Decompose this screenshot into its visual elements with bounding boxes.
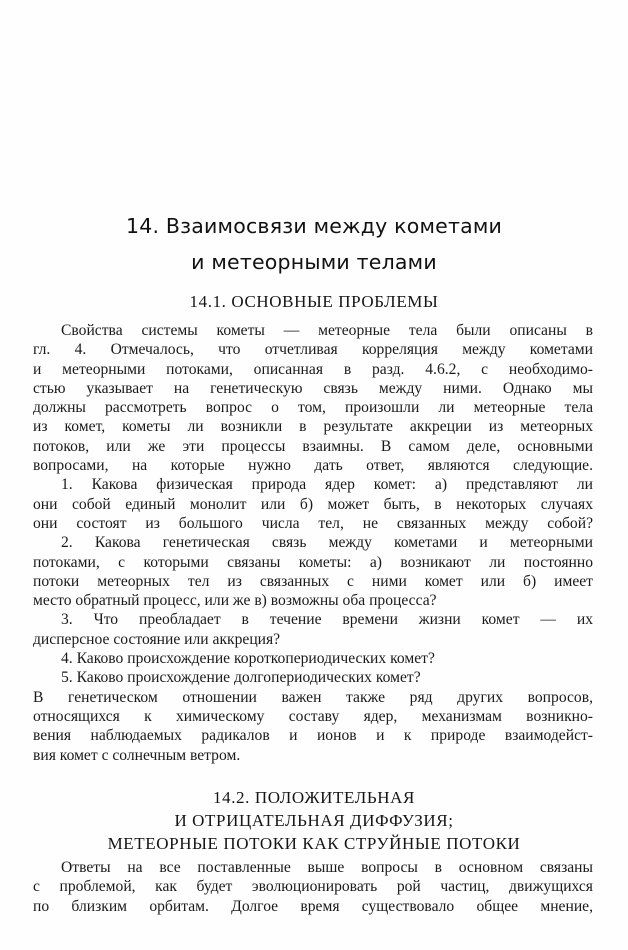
section-2-heading-line-3: МЕТЕОРНЫЕ ПОТОКИ КАК СТРУЙНЫЕ ПОТОКИ <box>107 834 521 853</box>
text-line: и метеорными потоками, описанная в разд. 4.6.2, с необходимо- <box>33 360 593 378</box>
text-line: В генетическом отношении важен также ряд других вопросов, <box>33 688 593 706</box>
section-2-heading-line-1: 14.2. ПОЛОЖИТЕЛЬНАЯ <box>213 788 415 807</box>
text-line: они собой единый монолит или б) может быть, в некоторых случаях <box>33 495 593 513</box>
text-line: 5. Каково происхождение долгопериодических комет? <box>61 669 421 687</box>
text-line: вия комет с солнечным ветром. <box>33 746 241 764</box>
section-2-body <box>33 858 593 916</box>
section-1-heading: 14.1. ОСНОВНЫЕ ПРОБЛЕМЫ <box>189 292 439 311</box>
text-line: Ответы на все поставленные выше вопросы в основном связаны <box>61 859 593 876</box>
text-line: дисперсное состояние или аккреция? <box>33 630 281 648</box>
text-line: 3. Что преобладает в течение времени жизни комет — их <box>61 611 593 629</box>
text-line: должны рассмотреть вопрос о том, произошли ли метеорные тела <box>33 399 593 417</box>
text-line: стью указывает на генетическую связь между ними. Однако мы <box>33 379 593 397</box>
text-line: Свойства системы кометы — метеорные тела были описаны в <box>61 322 593 339</box>
text-line: потоки метеорных тел из связанных с ними комет или б) имеет <box>33 572 593 590</box>
text-line: гл. 4. Отмечалось, что отчетливая корреляция между кометами <box>33 341 593 359</box>
text-line: 1. Какова физическая природа ядер комет: а) представляют ли <box>61 476 593 494</box>
text-line: они состоят из большого числа тел, не связанных между собой? <box>33 514 593 532</box>
text-line: относящихся к химическому составу ядер, механизмам возникно- <box>33 707 593 725</box>
text-line: с проблемой, как будет эволюционировать рой частиц, движущихся <box>33 878 593 896</box>
text-line: потоков, или же эти процессы взаимны. В самом деле, основными <box>33 437 593 455</box>
section-2-heading <box>0 786 628 855</box>
chapter-title-line-2: и метеорными телами <box>191 250 437 274</box>
text-line: вения наблюдаемых радикалов и ионов и к природе взаимодейст- <box>33 727 593 745</box>
text-line: 4. Каково происхождение короткопериодических комет? <box>61 650 435 668</box>
text-line: из комет, кометы ли возникли в результате аккреции из метеорных <box>33 418 593 436</box>
text-line: 2. Какова генетическая связь между кометами и метеорными <box>61 534 593 552</box>
text-line: по близким орбитам. Долгое время существовало общее мнение, <box>33 897 593 915</box>
section-1-body <box>33 321 593 765</box>
chapter-title <box>0 208 628 280</box>
text-line: место обратный процесс, или же в) возможны оба процесса? <box>33 592 437 610</box>
text-line: вопросами, на которые нужно дать ответ, являются следующие. <box>33 457 593 475</box>
section-2-heading-line-2: И ОТРИЦАТЕЛЬНАЯ ДИФФУЗИЯ; <box>174 811 454 830</box>
chapter-title-line-1: 14. Взаимосвязи между кометами <box>125 214 503 238</box>
text-line: потоками, с которыми связаны кометы: а) возникают ли постоянно <box>33 553 593 571</box>
